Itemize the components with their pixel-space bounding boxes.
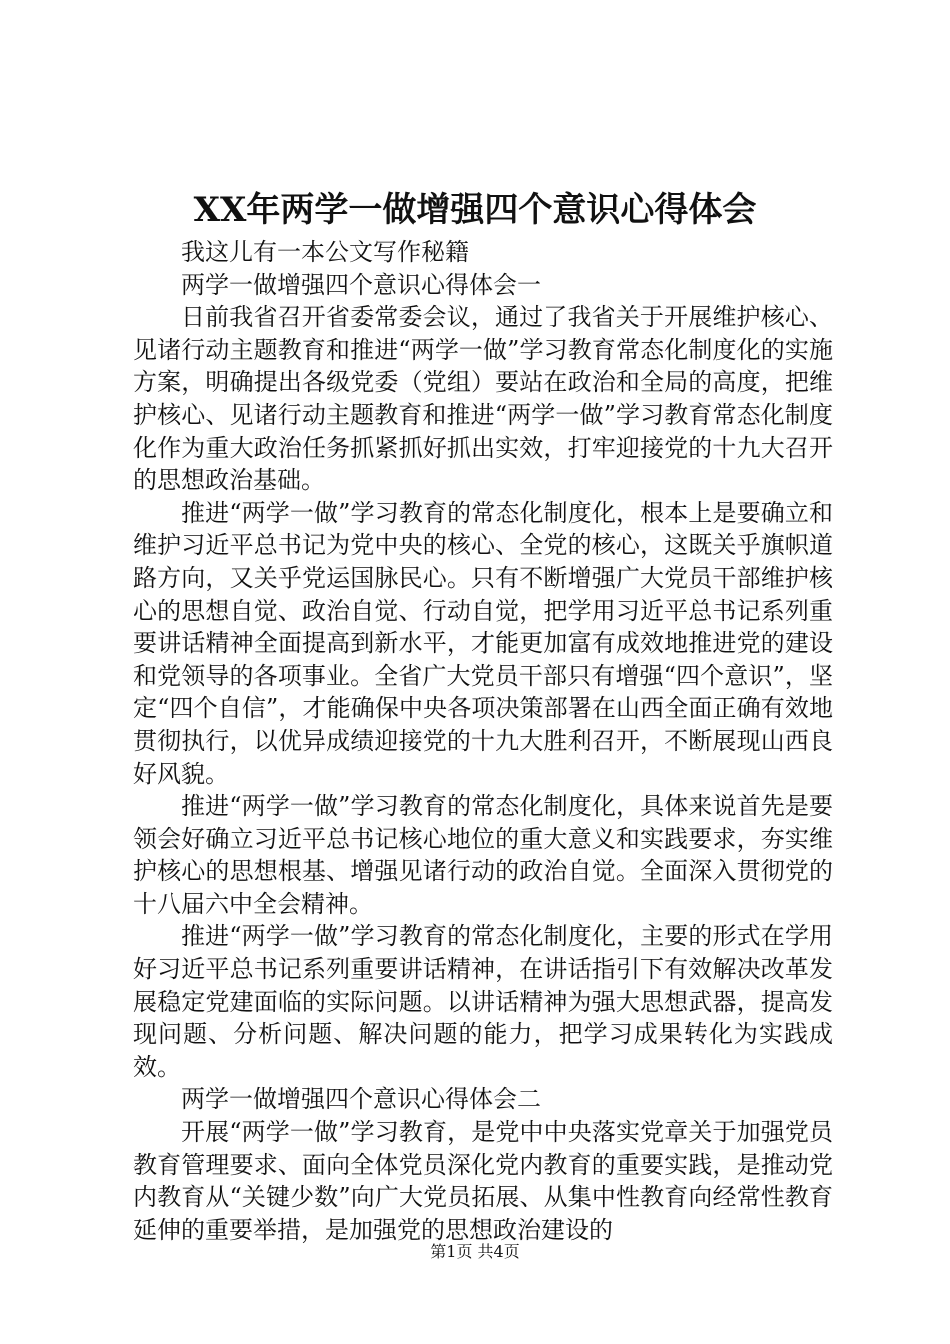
page-footer: 第1页 共4页 [430,1242,520,1261]
section-heading-two: 两学一做增强四个意识心得体会二 [181,1085,541,1114]
paragraph: 日前我省召开省委常委会议，通过了我省关于开展维护核心、见诸行动主题教育和推进“两学一做”学习教育常态化制度化的实施方案，明确提出各级党委（党组）要站在政治和全局的高度，把维护核心、见诸行动主题教育和推进“两学一做”学习教育常态化制度化作为重大政治任务抓紧抓好抓出实效，打牢迎接党的十九大召开的思想政治基础。 [133,303,833,495]
document-title: XX年两学一做增强四个意识心得体会 [193,190,757,230]
paragraph: 开展“两学一做”学习教育，是党中中央落实党章关于加强党员教育管理要求、面向全体党员深化党内教育的重要实践，是推动党内教育从“关键少数”向广大党员拓展、从集中性教育向经常性教育延伸的重要举措，是加强党的思想政治建设的 [133,1118,833,1244]
paragraph: 推进“两学一做”学习教育的常态化制度化，根本上是要确立和维护习近平总书记为党中央的核心、全党的核心，这既关乎旗帜道路方向，又关乎党运国脉民心。只有不断增强广大党员干部维护核心的思想自觉、政治自觉、行动自觉，把学用习近平总书记系列重要讲话精神全面提高到新水平，才能更加富有成效地推进党的建设和党领导的各项事业。全省广大党员干部只有增强“四个意识”，坚定“四个自信”，才能确保中央各项决策部署在山西全面正确有效地贯彻执行，以优异成绩迎接党的十九大胜利召开，不断展现山西良好风貌。 [133,498,833,788]
section-heading-one: 两学一做增强四个意识心得体会一 [181,270,541,299]
document-body [133,236,833,1246]
paragraph: 推进“两学一做”学习教育的常态化制度化，主要的形式在学用好习近平总书记系列重要讲话精神，在讲话指引下有效解决改革发展稳定党建面临的实际问题。以讲话精神为强大思想武器，提高发现问题、分析问题、解决问题的能力，把学习成果转化为实践成效。 [133,922,833,1081]
paragraph: 推进“两学一做”学习教育的常态化制度化，具体来说首先是要领会好确立习近平总书记核心地位的重大意义和实践要求，夯实维护核心的思想根基、增强见诸行动的政治自觉。全面深入贯彻党的十八届六中全会精神。 [133,792,833,918]
paragraph-intro: 我这儿有一本公文写作秘籍 [181,238,469,266]
